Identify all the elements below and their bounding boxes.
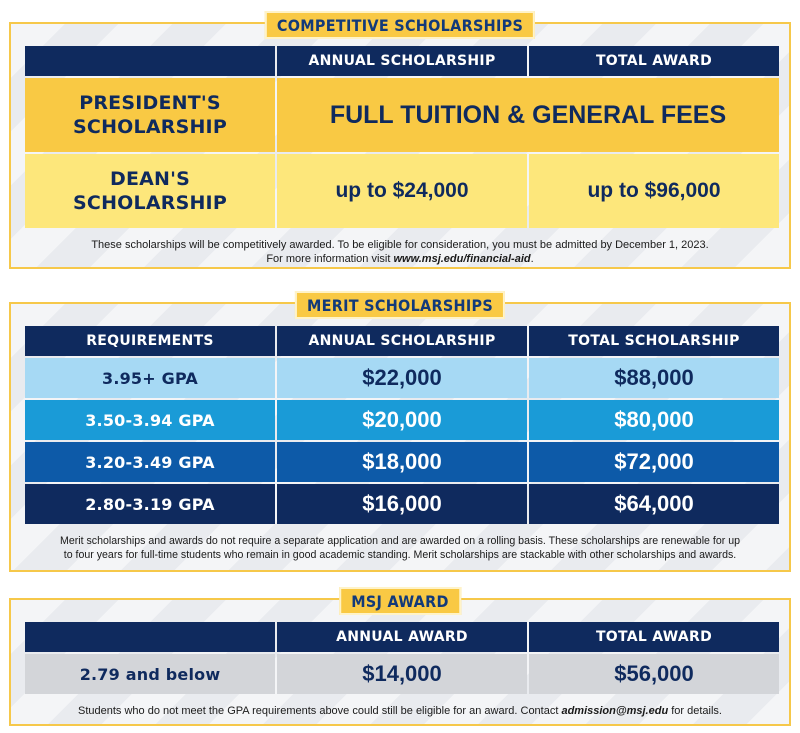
merit-note xyxy=(11,534,789,562)
requirement-label: 3.95+ GPA xyxy=(101,368,199,388)
annual-cell xyxy=(277,442,527,482)
msj-note xyxy=(11,704,789,718)
table-row xyxy=(25,484,779,524)
total-value: $88,000 xyxy=(614,365,694,390)
competitive-note-line2 xyxy=(11,252,789,266)
requirement-cell xyxy=(25,484,275,524)
competitive-scholarships-table xyxy=(23,44,781,230)
requirement-label: 2.80-3.19 GPA xyxy=(85,494,215,514)
admission-email-link[interactable]: admission@msj.edu xyxy=(561,705,669,717)
total-cell xyxy=(529,654,779,694)
dean-total-cell xyxy=(529,154,779,228)
header-empty xyxy=(25,622,275,652)
dean-label-cell xyxy=(25,154,275,228)
total-value: $64,000 xyxy=(614,491,694,516)
competitive-note xyxy=(11,238,789,266)
total-value: $80,000 xyxy=(614,407,694,432)
header-annual-award: ANNUAL AWARD xyxy=(277,622,527,652)
total-value: $56,000 xyxy=(614,661,694,686)
msj-award-panel xyxy=(9,592,791,726)
merit-note-line1: Merit scholarships and awards do not require a separate application and are awarded on a rolling basis. These scholarships are renewable for up xyxy=(60,535,740,547)
dean-annual-cell xyxy=(277,154,527,228)
competitive-note-suffix: . xyxy=(530,253,534,265)
annual-value: $20,000 xyxy=(362,407,442,432)
header-total-award: TOTAL AWARD xyxy=(529,46,779,76)
header-annual-scholarship: ANNUAL SCHOLARSHIP xyxy=(277,46,527,76)
requirement-label: 3.50-3.94 GPA xyxy=(85,410,215,430)
total-cell xyxy=(529,358,779,398)
merit-scholarships-panel xyxy=(9,296,791,572)
president-label-cell xyxy=(25,78,275,152)
header-empty xyxy=(25,46,275,76)
msj-note-prefix: Students who do not meet the GPA requirements above could still be eligible for an award. Contact xyxy=(78,705,562,717)
competitive-note-line1: These scholarships will be competitively awarded. To be eligible for consideration, you must be admitted by December 1, 2023. xyxy=(91,239,709,251)
table-header-row xyxy=(25,46,779,76)
msj-note-suffix: for details. xyxy=(668,705,722,717)
requirement-label: 2.79 and below xyxy=(79,664,221,684)
merit-note-line2: to four years for full-time students who remain in good academic standing. Merit scholarships are stackable with other scholarships and awards. xyxy=(63,549,737,561)
requirement-cell xyxy=(25,400,275,440)
header-total-award: TOTAL AWARD xyxy=(529,622,779,652)
requirement-cell xyxy=(25,358,275,398)
dean-label-line1: DEAN'S xyxy=(109,168,191,190)
annual-value: $14,000 xyxy=(362,661,442,686)
msj-award-table xyxy=(23,620,781,696)
table-row xyxy=(25,358,779,398)
annual-value: $18,000 xyxy=(362,449,442,474)
table-row-president xyxy=(25,78,779,152)
table-row xyxy=(25,654,779,694)
header-annual-scholarship: ANNUAL SCHOLARSHIP xyxy=(277,326,527,356)
merit-scholarships-table xyxy=(23,324,781,526)
dean-label-line2: SCHOLARSHIP xyxy=(73,192,227,214)
requirement-cell xyxy=(25,654,275,694)
table-row xyxy=(25,442,779,482)
president-value: FULL TUITION & GENERAL FEES xyxy=(329,100,727,129)
requirement-label: 3.20-3.49 GPA xyxy=(85,452,215,472)
table-header-row xyxy=(25,326,779,356)
competitive-note-prefix: For more information visit xyxy=(266,253,394,265)
msj-award-title: MSJ AWARD xyxy=(339,587,461,615)
president-label-line2: SCHOLARSHIP xyxy=(73,116,227,138)
dean-total-value: up to $96,000 xyxy=(587,179,721,202)
total-cell xyxy=(529,442,779,482)
annual-value: $16,000 xyxy=(362,491,442,516)
president-value-cell xyxy=(277,78,779,152)
total-cell xyxy=(529,400,779,440)
annual-cell xyxy=(277,654,527,694)
competitive-scholarships-title: COMPETITIVE SCHOLARSHIPS xyxy=(265,11,535,39)
header-total-scholarship: TOTAL SCHOLARSHIP xyxy=(529,326,779,356)
requirement-cell xyxy=(25,442,275,482)
financial-aid-link[interactable]: www.msj.edu/financial-aid xyxy=(393,253,531,265)
header-requirements: REQUIREMENTS xyxy=(25,326,275,356)
total-value: $72,000 xyxy=(614,449,694,474)
president-label-line1: PRESIDENT'S xyxy=(79,92,221,114)
annual-cell xyxy=(277,484,527,524)
total-cell xyxy=(529,484,779,524)
competitive-scholarships-panel xyxy=(9,16,791,269)
table-row xyxy=(25,400,779,440)
dean-annual-value: up to $24,000 xyxy=(335,179,469,202)
table-row-dean xyxy=(25,154,779,228)
table-header-row xyxy=(25,622,779,652)
annual-cell xyxy=(277,400,527,440)
merit-scholarships-title: MERIT SCHOLARSHIPS xyxy=(295,291,505,319)
annual-cell xyxy=(277,358,527,398)
annual-value: $22,000 xyxy=(362,365,442,390)
